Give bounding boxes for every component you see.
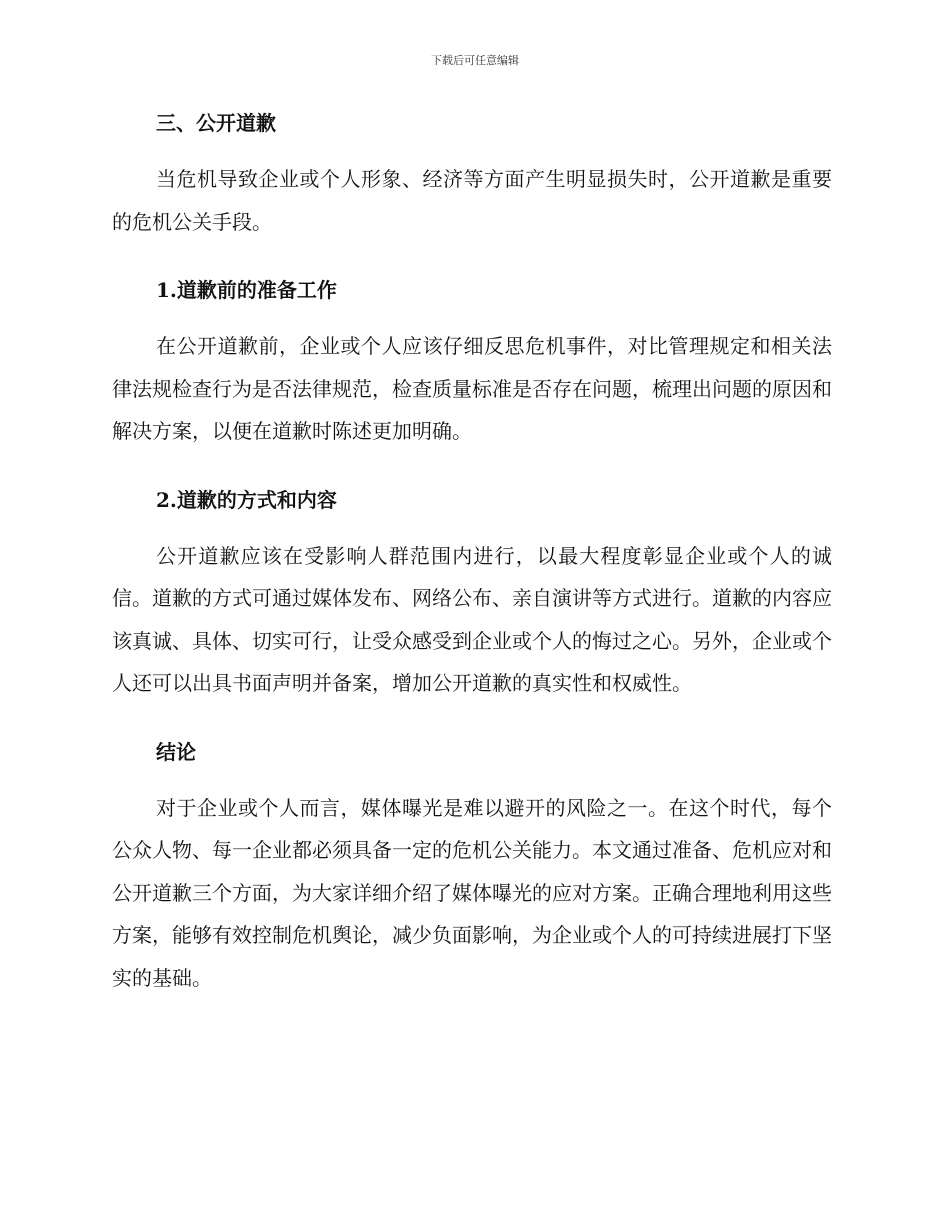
conclusion-heading: 结论 xyxy=(156,739,196,764)
subsection-heading-method: 2.道歉的方式和内容 xyxy=(156,487,337,512)
document-body xyxy=(112,108,832,999)
intro-paragraph: 当危机导致企业或个人形象、经济等方面产生明显损失时，公开道歉是重要的危机公关手段。 xyxy=(112,167,832,234)
page-header: 下载后可任意编辑 xyxy=(431,54,519,67)
subsection-paragraph-preparation: 在公开道歉前，企业或个人应该仔细反思危机事件，对比管理规定和相关法律法规检查行为是否法律规范，检查质量标准是否存在问题，梳理出问题的原因和解决方案，以便在道歉时陈述更加明确。 xyxy=(112,334,832,443)
section-title: 三、公开道歉 xyxy=(156,111,276,135)
subsection-paragraph-method: 公开道歉应该在受影响人群范围内进行，以最大程度彰显企业或个人的诚信。道歉的方式可通过媒体发布、网络公布、亲自演讲等方式进行。道歉的内容应该真诚、具体、切实可行，让受众感受到企业或个人的悔过之心。另外，企业或个人还可以出具书面声明并备案，增加公开道歉的真实性和权威性。 xyxy=(112,543,832,695)
conclusion-paragraph: 对于企业或个人而言，媒体曝光是难以避开的风险之一。在这个时代，每个公众人物、每一企业都必须具备一定的危机公关能力。本文通过准备、危机应对和公开道歉三个方面，为大家详细介绍了媒体曝光的应对方案。正确合理地利用这些方案，能够有效控制危机舆论，减少负面影响，为企业或个人的可持续进展打下坚实的基础。 xyxy=(112,795,832,990)
subsection-heading-preparation: 1.道歉前的准备工作 xyxy=(156,278,337,302)
